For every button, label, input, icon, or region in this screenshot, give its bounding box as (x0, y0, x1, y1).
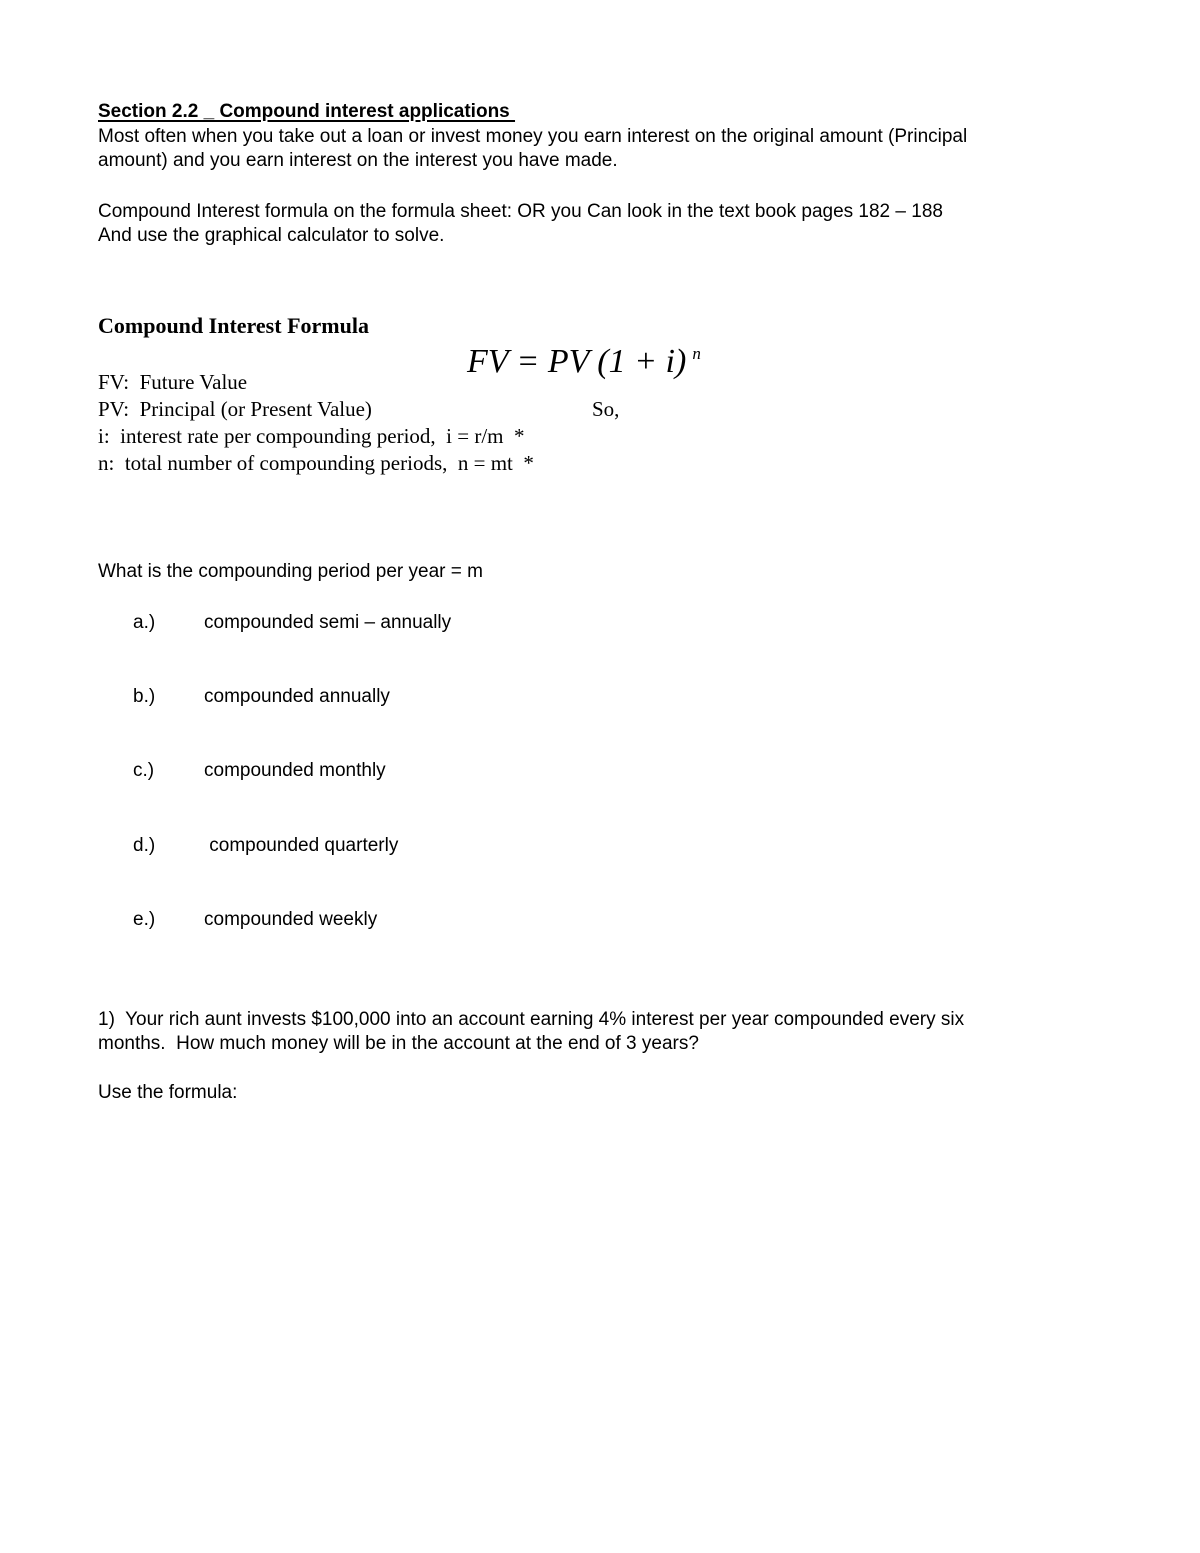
item-text: compounded quarterly (204, 835, 399, 856)
intro-line-1: Most often when you take out a loan or invest money you earn interest on the original amount (Principal (98, 126, 968, 147)
definition-pv: PV: Principal (or Present Value) (98, 397, 372, 421)
formula-exponent: n (692, 344, 701, 363)
definition-fv: FV: Future Value (98, 370, 248, 394)
item-letter: a.) (133, 612, 156, 633)
item-letter: d.) (133, 835, 156, 856)
use-formula-prompt: Use the formula: (98, 1082, 238, 1103)
question-compounding-period: What is the compounding period per year = m (98, 561, 483, 582)
item-letter: b.) (133, 686, 156, 707)
intro-line-2: amount) and you earn interest on the interest you have made. (98, 150, 618, 171)
definition-i: i: interest rate per compounding period, i = r/m * (98, 424, 525, 448)
section-title: Section 2.2 _ Compound interest applications (98, 101, 516, 122)
item-text: compounded weekly (204, 909, 378, 930)
compound-interest-formula (450, 302, 701, 382)
problem-1-line-2: months. How much money will be in the account at the end of 3 years? (98, 1033, 699, 1054)
item-letter: e.) (133, 909, 156, 930)
item-letter: c.) (133, 760, 155, 781)
definition-so: So, (592, 397, 620, 421)
item-text: compounded monthly (204, 760, 386, 781)
problem-1-line-1: 1) Your rich aunt invests $100,000 into an account earning 4% interest per year compounded every six (98, 1009, 965, 1030)
item-text: compounded annually (204, 686, 390, 707)
definition-n: n: total number of compounding periods, n = mt * (98, 451, 534, 475)
formula-note-line-1: Compound Interest formula on the formula sheet: OR you Can look in the text book pages 182 – 188 (98, 201, 943, 222)
formula-expression: FV = PV (1 + i) (467, 343, 687, 380)
formula-note-line-2: And use the graphical calculator to solve. (98, 225, 445, 246)
formula-label: Compound Interest Formula (98, 313, 369, 338)
item-text: compounded semi – annually (204, 612, 452, 633)
